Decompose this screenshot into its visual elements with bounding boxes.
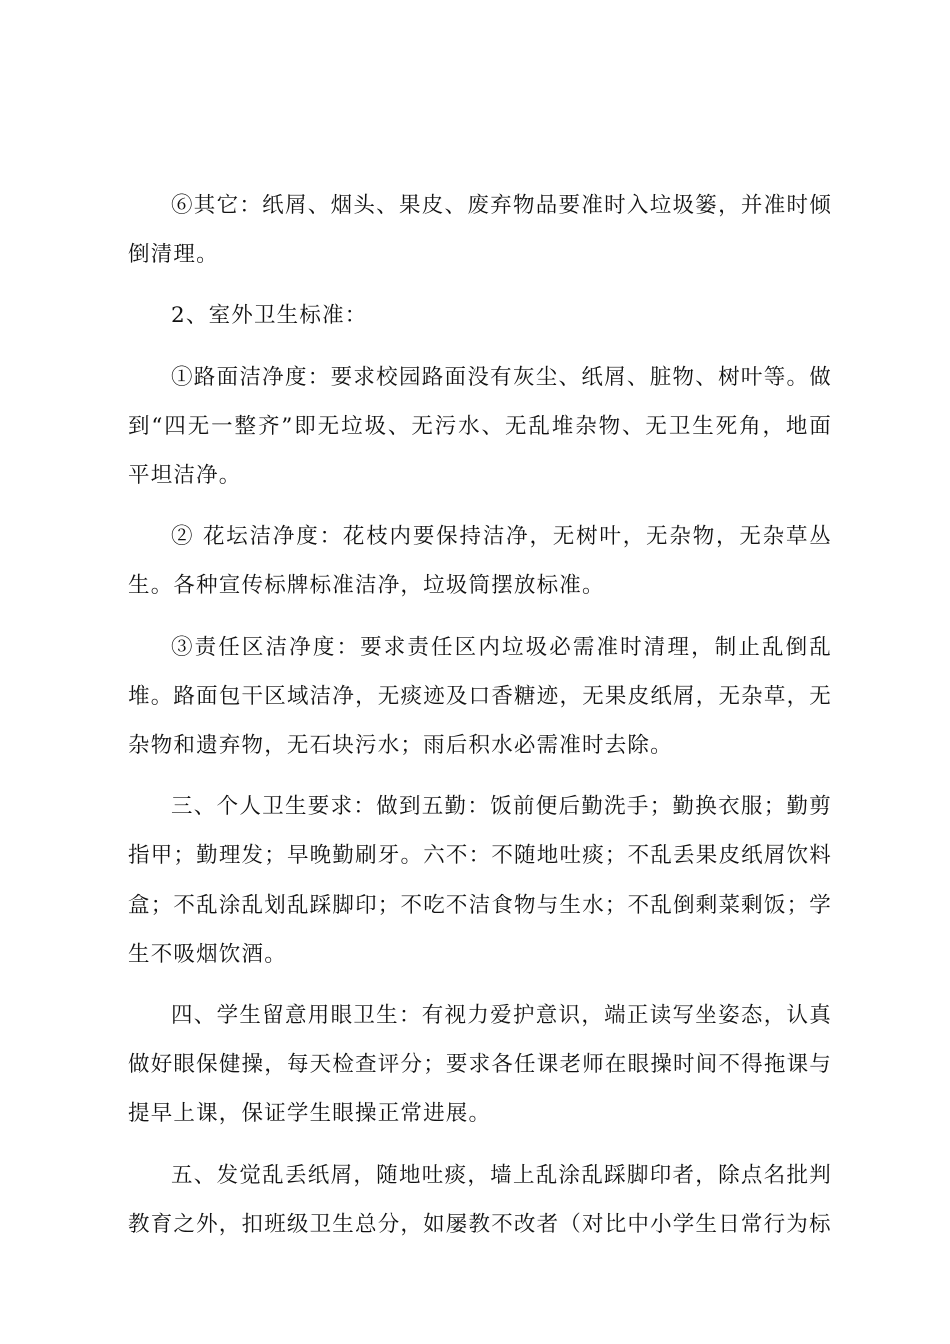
- paragraph-flowerbed-cleanliness: ② 花坛洁净度：花枝内要保持洁净，无树叶，无杂物，无杂草丛生。各种宣传标牌标准洁净，垃圾筒摆放标准。: [128, 524, 832, 599]
- paragraph-other-items: ⑥其它：纸屑、烟头、果皮、废弃物品要准时入垃圾篓，并准时倾倒清理。: [128, 193, 832, 268]
- paragraph-personal-hygiene: 三、个人卫生要求：做到五勤：饭前便后勤洗手；勤换衣服；勤剪指甲；勤理发；早晚勤刷牙。六不：不随地吐痰；不乱丢果皮纸屑饮料盒；不乱涂乱划乱踩脚印；不吃不洁食物与生水；不乱倒剩菜剩饭；学生不吸烟饮酒。: [128, 794, 832, 967]
- paragraph-eye-hygiene: 四、学生留意用眼卫生：有视力爱护意识，端正读写坐姿态，认真做好眼保健操，每天检查评分；要求各任课老师在眼操时间不得拖课与提早上课，保证学生眼操正常进展。: [128, 1003, 832, 1127]
- paragraph-violations: 五、发觉乱丢纸屑，随地吐痰，墙上乱涂乱踩脚印者，除点名批判教育之外，扣班级卫生总分，如屡教不改者（对比中小学生日常行为标: [128, 1162, 832, 1237]
- document-body: [128, 181, 832, 1261]
- paragraph-road-cleanliness: ①路面洁净度：要求校园路面没有灰尘、纸屑、脏物、树叶等。做到“四无一整齐”即无垃圾、无污水、无乱堆杂物、无卫生死角，地面平坦洁净。: [128, 364, 832, 489]
- paragraph-responsibility-area: ③责任区洁净度：要求责任区内垃圾必需准时清理，制止乱倒乱堆。路面包干区域洁净，无痰迹及口香糖迹，无果皮纸屑，无杂草，无杂物和遗弃物，无石块污水；雨后积水必需准时去除。: [128, 634, 832, 759]
- paragraph-outdoor-heading: 2、室外卫生标准：: [171, 303, 368, 329]
